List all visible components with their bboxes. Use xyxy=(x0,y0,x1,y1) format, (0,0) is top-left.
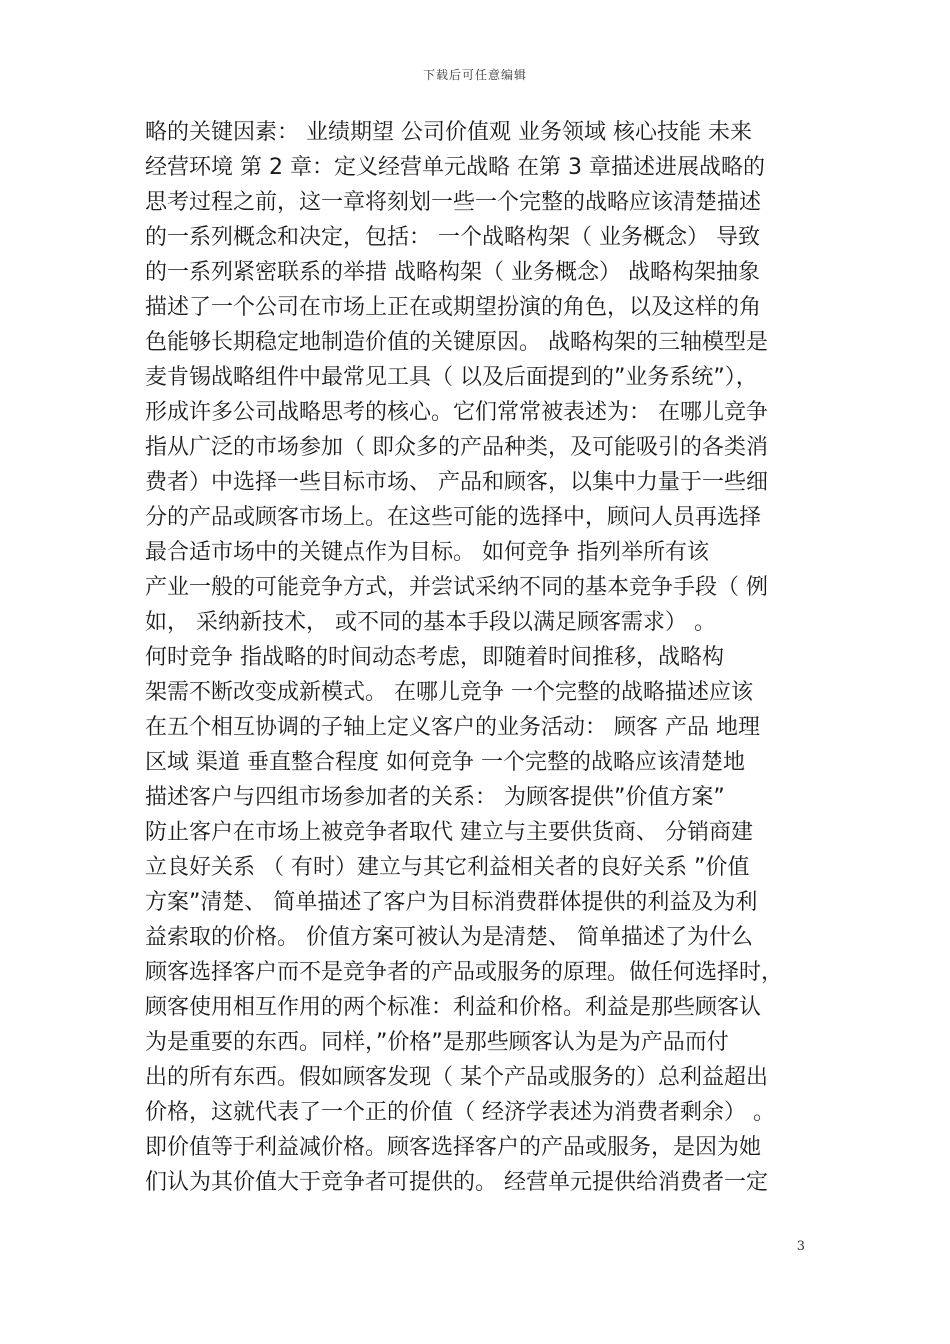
text-line: 价格，这就代表了一个正的价值（ 经济学表述为消费者剩余） 。 xyxy=(145,1100,775,1125)
page-number: 3 xyxy=(796,1239,805,1254)
text-line: 们认为其价值大于竞争者可提供的。 经营单元提供给消费者一定 xyxy=(145,1170,768,1195)
page-header: 下载后可任意编辑 xyxy=(422,68,527,82)
text-line: 色能够长期稳定地制造价值的关键原因。 战略构架的三轴模型是 xyxy=(145,330,768,355)
text-line: 为是重要的东西。同样，”价格”是那些顾客认为是为产品而付 xyxy=(145,1030,729,1055)
text-line: 思考过程之前，这一章将刻划一些一个完整的战略应该清楚描述 xyxy=(145,190,762,215)
text-line: 最合适市场中的关键点作为目标。 如何竞争 指列举所有该 xyxy=(145,540,709,565)
text-line: 的一系列概念和决定，包括： 一个战略构架（ 业务概念） 导致 xyxy=(145,225,760,250)
text-line: 防止客户在市场上被竞争者取代 建立与主要供货商、 分销商建 xyxy=(145,820,753,845)
text-line: 架需不断改变成新模式。 在哪儿竞争 一个完整的战略描述应该 xyxy=(145,680,753,705)
text-line: 描述客户与四组市场参加者的关系： 为顾客提供”价值方案” xyxy=(145,785,725,810)
text-line: 费者）中选择一些目标市场、 产品和顾客，以集中力量于一些细 xyxy=(145,470,768,495)
text-line: 形成许多公司战略思考的核心。它们常常被表述为： 在哪儿竞争 xyxy=(145,400,768,425)
text-line: 在五个相互协调的子轴上定义客户的业务活动： 顾客 产品 地理 xyxy=(145,715,760,740)
text-line: 即价值等于利益减价格。顾客选择客户的产品或服务，是因为她 xyxy=(145,1135,762,1160)
text-line: 指从广泛的市场参加（ 即众多的产品种类，及可能吸引的各类消 xyxy=(145,435,768,460)
document-body xyxy=(145,115,807,1200)
text-line: 分的产品或顾客市场上。在这些可能的选择中，顾问人员再选择 xyxy=(145,505,762,530)
text-line: 的一系列紧密联系的举措 战略构架（ 业务概念） 战略构架抽象 xyxy=(145,260,760,285)
text-line: 经营环境 第 2 章：定义经营单元战略 在第 3 章描述进展战略的 xyxy=(145,155,765,180)
text-line: 如， 采纳新技术， 或不同的基本手段以满足顾客需求） 。 xyxy=(145,610,716,635)
text-line: 描述了一个公司在市场上正在或期望扮演的角色，以及这样的角 xyxy=(145,295,762,320)
text-line: 出的所有东西。假如顾客发现（ 某个产品或服务的）总利益超出 xyxy=(145,1065,768,1090)
text-line: 略的关键因素： 业绩期望 公司价值观 业务领域 核心技能 未来 xyxy=(145,120,752,145)
text-line: 益索取的价格。 价值方案可被认为是清楚、 简单描述了为什么 xyxy=(145,925,753,950)
text-line: 顾客使用相互作用的两个标准：利益和价格。利益是那些顾客认 xyxy=(145,995,762,1020)
text-line: 产业一般的可能竞争方式，并尝试采纳不同的基本竞争手段（ 例 xyxy=(145,575,768,600)
text-line: 方案”清楚、 简单描述了客户为目标消费群体提供的利益及为利 xyxy=(145,890,758,915)
text-line: 立良好关系 （ 有时）建立与其它利益相关者的良好关系 ”价值 xyxy=(145,855,750,880)
text-line: 区域 渠道 垂直整合程度 如何竞争 一个完整的战略应该清楚地 xyxy=(145,750,745,775)
text-line: 何时竞争 指战略的时间动态考虑，即随着时间推移，战略构 xyxy=(145,645,724,670)
text-line: 麦肯锡战略组件中最常见工具（ 以及后面提到的”业务系统”）， xyxy=(145,365,758,390)
text-line: 顾客选择客户而不是竞争者的产品或服务的原理。做任何选择时， xyxy=(145,960,784,985)
